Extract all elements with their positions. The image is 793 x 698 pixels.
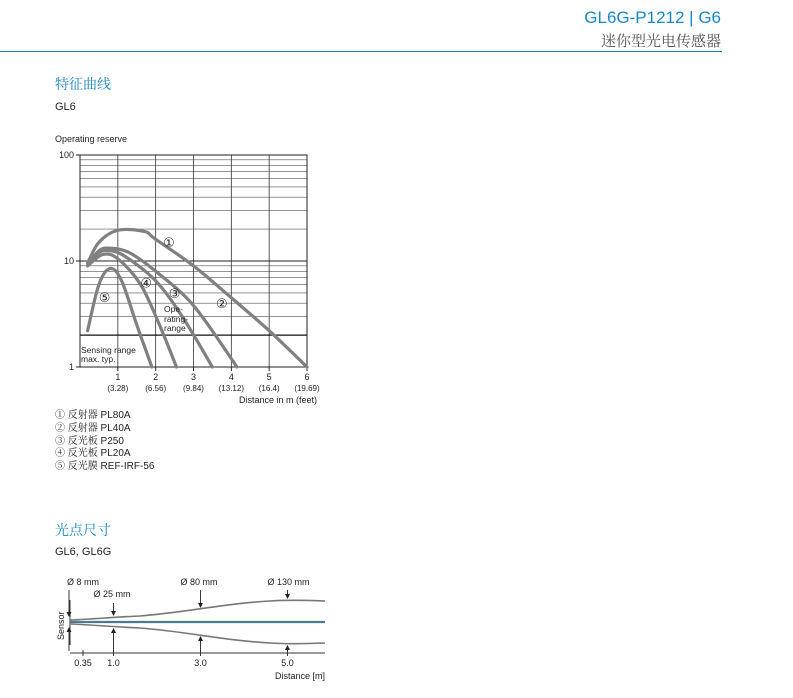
product-subtitle: 迷你型光电传感器 [600, 33, 721, 50]
x-tick-label-feet: (13.12) [218, 384, 245, 393]
x-tick-label-feet: (19.69) [294, 384, 320, 393]
sensing-range-label-1: Sensing range [81, 345, 136, 355]
x-tick-label: 5 [266, 372, 272, 382]
x-tick-label-feet: (16.4) [258, 384, 280, 393]
sensor-label: Sensor [56, 611, 66, 640]
spot-model-label: GL6, GL6G [55, 546, 112, 558]
distance-axis-label: Distance [m] [274, 671, 325, 681]
distance-tick-label: 3.0 [194, 658, 207, 668]
x-tick-label: 1 [115, 372, 121, 382]
curve-marker-2: ② [216, 297, 228, 313]
chart-model-label: GL6 [55, 101, 76, 113]
y-tick-label: 100 [58, 150, 74, 160]
curve-marker-1: ① [163, 236, 175, 252]
section-title-characteristic: 特征曲线 [55, 76, 111, 92]
spot-arrowhead-top [67, 612, 72, 617]
y-tick-label: 10 [63, 256, 74, 266]
spot-arrowhead-top [198, 603, 203, 608]
distance-tick-label: 0.35 [74, 658, 92, 668]
x-tick-label: 2 [153, 372, 159, 382]
product-title: GL6G-P1212 | G6 [584, 8, 721, 27]
spot-diameter-label: Ø 8 mm [67, 577, 100, 587]
x-tick-label: 4 [228, 372, 234, 382]
section-title-spot-size: 光点尺寸 [55, 522, 111, 538]
curve-legend [55, 410, 154, 474]
sensing-range-label-2: max. typ. [81, 354, 116, 364]
legend-item-1: ① 反射器 PL80A [55, 410, 131, 421]
spot-diameter-label: Ø 130 mm [267, 577, 310, 587]
spot-arrowhead-top [111, 611, 116, 616]
operating-range-label-1: Ope- [164, 304, 183, 314]
spot-size-diagram [56, 577, 325, 681]
curve-marker-5: ⑤ [98, 291, 111, 307]
beam-lower-edge [70, 624, 325, 644]
spot-arrowhead-top [285, 594, 290, 599]
beam-upper-edge [70, 600, 325, 620]
x-axis-label: Distance in m (feet) [238, 395, 317, 405]
y-tick-label: 1 [68, 362, 74, 372]
curve-marker-4: ④ [140, 276, 153, 292]
legend-item-5: ⑤ 反光膜 REF-IRF-56 [55, 461, 155, 473]
x-tick-label: 6 [304, 372, 310, 382]
curve-marker-3: ③ [168, 286, 181, 302]
x-tick-label-feet: (3.28) [107, 384, 129, 393]
operating-range-label-3: range [164, 323, 186, 333]
legend-item-4: ④ 反光板 PL20A [55, 448, 131, 460]
spot-diameter-label: Ø 25 mm [93, 589, 131, 599]
legend-item-2: ② 反射器 PL40A [55, 422, 131, 434]
distance-tick-label: 1.0 [107, 658, 120, 668]
x-tick-label-feet: (6.56) [145, 384, 167, 393]
spot-diameter-label: Ø 80 mm [180, 577, 218, 587]
x-tick-label-feet: (9.84) [183, 384, 204, 393]
distance-tick-label: 5.0 [281, 658, 294, 668]
x-tick-label: 3 [190, 372, 197, 382]
operating-range-label-2: rating- [164, 314, 189, 324]
legend-item-3: ③ 反光板 P250 [55, 435, 124, 447]
y-axis-label: Operating reserve [55, 134, 128, 144]
